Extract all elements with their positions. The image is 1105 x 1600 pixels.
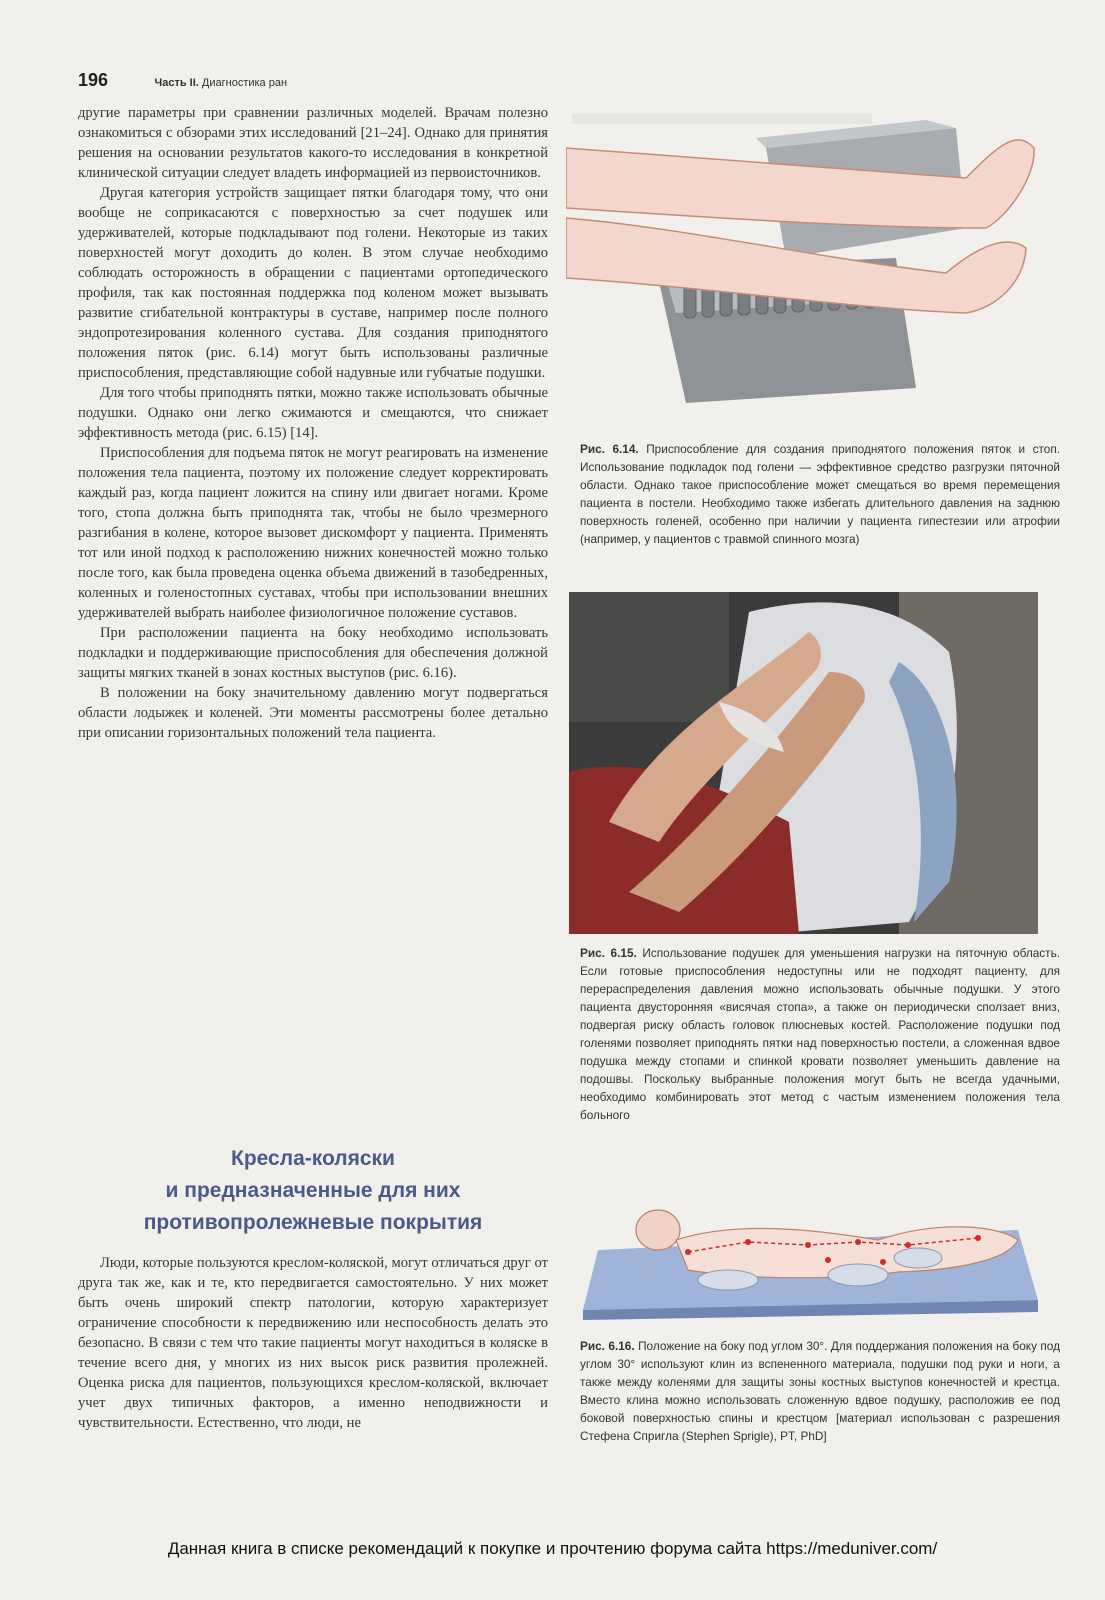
feet-on-pillows-photo	[569, 592, 1038, 934]
section-heading-line: противопролежневые покрытия	[143, 1211, 483, 1234]
figure-label: Рис. 6.15.	[580, 946, 637, 960]
figure-caption-text: Положение на боку под углом 30°. Для поддержания положения на боку под углом 30° используют клин из вспененного материала, подушки под руки и ноги, а также между коленями для защиты зоны костных выступов конечностей и крестца. Вместо клина можно использовать сложенную вдвое подушку, расположив ее под боковой поверхностью спины и крестцом [материал использован с разрешения Стефена Спригла (Stephen Sprigle), PT, PhD]	[580, 1339, 1060, 1443]
section-body-text	[78, 1253, 548, 1433]
section-heading	[78, 1143, 548, 1239]
paragraph: другие параметры при сравнении различных моделей. Врачам полезно ознакомиться с обзорами этих исследований [21–24]. Однако для принятия решения на основании результатов какого-то исследования в конкретной клинической ситуации следует владеть информацией из первоисточников.	[78, 105, 548, 181]
figure-6-15-caption	[580, 944, 1060, 1124]
paragraph: Приспособления для подъема пяток не могут реагировать на изменение положения тела пациента, поэтому их положение следует корректировать каждый раз, когда пациент ложится на спину или двигает ногами. Кроме того, стопа должна быть приподнята так, чтобы не было чрезмерного разгибания в колене, которое вызовет дискомфорт у пациента. Применять тот или иной подход к расположению нижних конечностей можно только после того, как была проведена оценка объема движений в тазобедренных, коленных и голеностопных суставах, чтобы при использовании внешних удерживателей выбрать наиболее физиологичное положение суставов.	[78, 445, 548, 621]
paragraph: В положении на боку значительному давлению могут подвергаться области лодыжек и коленей. Эти моменты рассмотрены более детально при описании горизонтальных положений тела пациента.	[78, 685, 548, 741]
page-number: 196	[78, 70, 109, 90]
paragraph: Для того чтобы приподнять пятки, можно также использовать обычные подушки. Однако они легко сжимаются и смещаются, что снижает эффективность метода (рис. 6.15) [14].	[78, 385, 548, 441]
figure-6-16-illustration	[578, 1200, 1040, 1320]
figure-6-14-caption	[580, 440, 1060, 548]
part-label: Часть II.	[154, 77, 199, 89]
part-title: Диагностика ран	[201, 77, 288, 89]
side-lying-30-degree-drawing	[578, 1200, 1040, 1320]
paragraph: Люди, которые пользуются креслом-коляской, могут отличаться друг от друга так же, как и те, кто передвигается самостоятельно. У них может быть очень широкий спектр патологии, которую характеризует ограничение способности к передвижению или неспособность делать это безопасно. В связи с тем что такие пациенты могут находиться в коляске в течение всего дня, у многих из них высок риск развития пролежней. Оценка риска для пациентов, пользующихся креслом-коляской, включает учет двух типичных факторов, а именно неподвижности и чувствительности. Естественно, что люди, не	[78, 1255, 548, 1431]
running-title	[155, 77, 288, 89]
figure-label: Рис. 6.14.	[580, 442, 639, 456]
section-heading-line: Кресла-коляски	[231, 1147, 395, 1170]
left-column-text	[78, 103, 548, 743]
figure-caption-text: Использование подушек для уменьшения нагрузки на пяточную область. Если готовые приспособления недоступны или не подходят пациенту, для перераспределения давления можно использовать обычные подушки. У этого пациента двусторонняя «висячая стопа», а также он периодически сползает вниз, подвергая риску область головок плюсневых костей. Расположение подушки под голенями позволяет приподнять пятки над поверхностью постели, а сложенная вдвое подушка между стопами и спинкой кровати позволяет уменьшить давление на подошвы. Поскольку выбранные положения могут быть не всегда удачными, необходимо комбинировать этот метод с частым изменением положения тела больного	[580, 946, 1061, 1122]
figure-6-14-illustration	[566, 108, 1046, 418]
section-heading-line: и предназначенные для них	[165, 1179, 461, 1202]
leg-elevation-pillow-drawing	[566, 108, 1046, 418]
page-header	[78, 70, 287, 91]
page-footer-notice: Данная книга в списке рекомендаций к покупке и прочтению форума сайта https://meduniver.com/	[167, 1539, 938, 1558]
figure-6-15-photo	[569, 592, 1038, 934]
figure-caption-text: Приспособление для создания приподнятого положения пяток и стоп. Использование подкладок под голени — эффективное средство разгрузки пяточной области. Однако такое приспособление может смещаться во время перемещения пациента в постели. Необходимо также избегать длительного давления на заднюю поверхность голеней, особенно при наличии у пациента гипестезии или атрофии (например, у пациентов с травмой спинного мозга)	[580, 442, 1060, 546]
figure-6-16-caption	[580, 1337, 1060, 1445]
paragraph: При расположении пациента на боку необходимо использовать подкладки и поддерживающие приспособления для обеспечения должной защиты мягких тканей в зонах костных выступов (рис. 6.16).	[78, 625, 548, 681]
paragraph: Другая категория устройств защищает пятки благодаря тому, что они вообще не соприкасаются с поверхностью за счет подушек или удерживателей, которые подкладывают под голени. Некоторые из таких поверхностей могут доходить до колен. В этом случае необходимо соблюдать осторожность в обращении с пациентами ортопедического профиля, так как постоянная поддержка под коленом может вызывать развитие сгибательной контрактуры в суставе, например после полного эндопротезирования коленного сустава. Для создания приподнятого положения пяток (рис. 6.14) могут быть использованы различные приспособления, представляющие собой надувные или губчатые подушки.	[78, 185, 548, 381]
figure-label: Рис. 6.16.	[580, 1339, 635, 1353]
